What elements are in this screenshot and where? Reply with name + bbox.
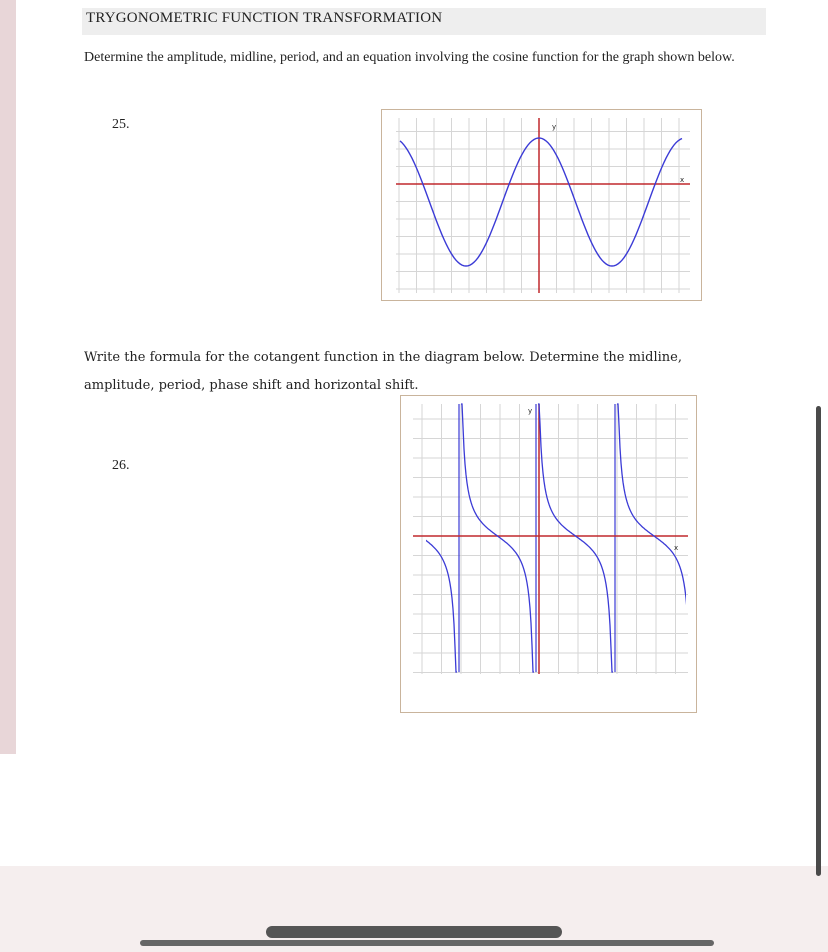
problem-26-number: 26.	[112, 458, 130, 473]
cosine-graph	[381, 109, 702, 301]
y-axis-label: y	[552, 123, 557, 131]
home-indicator-track	[140, 940, 714, 946]
cotangent-graph-svg	[401, 396, 698, 714]
x-axis-label: x	[674, 544, 679, 552]
problem-25-instructions: Determine the amplitude, midline, period, and an equation involving the cosine function for the graph shown below.	[84, 50, 735, 65]
vertical-scrollbar[interactable]	[816, 406, 821, 876]
cotangent-branch	[617, 404, 691, 672]
cotangent-branch	[401, 404, 457, 672]
cosine-curve	[400, 138, 685, 266]
cotangent-branch	[538, 404, 613, 672]
home-indicator[interactable]	[266, 926, 562, 938]
document-title: TRYGONOMETRIC FUNCTION TRANSFORMATION	[86, 10, 443, 26]
cotangent-branch	[461, 404, 534, 672]
problem-25-number: 25.	[112, 117, 130, 132]
cosine-graph-svg	[382, 110, 703, 302]
problem-26-instructions: Write the formula for the cotangent function in the diagram below. Determine the midline, amplitude, period, phase shift and horizontal shift.	[84, 350, 682, 393]
x-axis-label: x	[680, 176, 685, 184]
cotangent-graph	[400, 395, 697, 713]
left-margin-bar	[0, 0, 16, 754]
y-axis-label: y	[528, 407, 533, 415]
